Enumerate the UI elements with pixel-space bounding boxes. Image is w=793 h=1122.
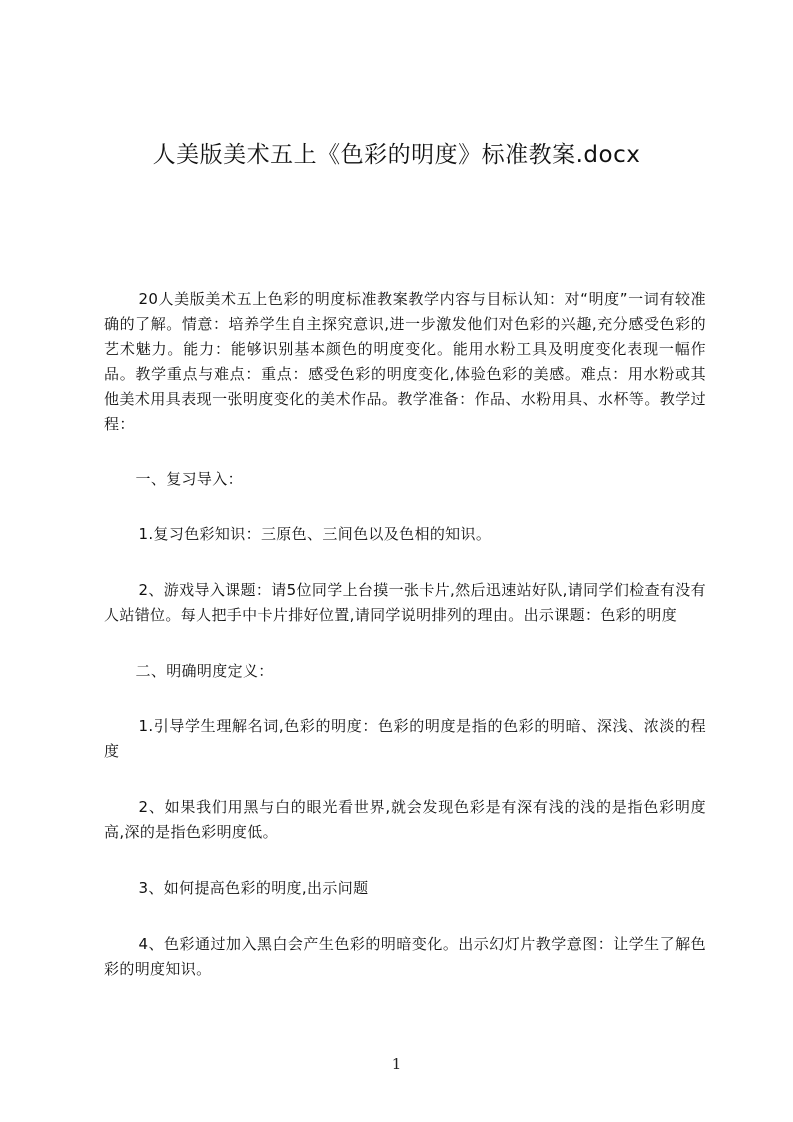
- review-item-2: 2、游戏导入课题：请5位同学上台摸一张卡片,然后迅速站好队,请同学们检查有没有人站错位。每人把手中卡片排好位置,请同学说明排列的理由。出示课题：色彩的明度: [104, 581, 706, 624]
- review-item-1: 1.复习色彩知识：三原色、三间色以及色相的知识。: [138, 525, 492, 543]
- definition-item-4: 4、色彩通过加入黑白会产生色彩的明暗变化。出示幻灯片教学意图：让学生了解色彩的明度知识。: [104, 935, 706, 978]
- intro-paragraph: 20人美版美术五上色彩的明度标准教案教学内容与目标认知：对“明度”一词有较准确的了解。情意：培养学生自主探究意识,进一步激发他们对色彩的兴趣,充分感受色彩的艺术魅力。能力：能够识别基本颜色的明度变化。能用水粉工具及明度变化表现一幅作品。教学重点与难点：重点：感受色彩的明度变化,体验色彩的美感。难点：用水粉或其他美术用具表现一张明度变化的美术作品。教学准备：作品、水粉用具、水杯等。教学过程：: [104, 290, 706, 433]
- section-heading-review: 一、复习导入：: [135, 470, 243, 488]
- document-body: [104, 287, 706, 1013]
- document-title: 人美版美术五上《色彩的明度》标准教案.docx: [152, 142, 641, 168]
- section-heading-definition: 二、明确明度定义：: [135, 662, 274, 680]
- definition-item-1: 1.引导学生理解名词,色彩的明度：色彩的明度是指的色彩的明暗、深浅、浓淡的程度: [104, 717, 706, 760]
- definition-item-2: 2、如果我们用黑与白的眼光看世界,就会发现色彩是有深有浅的浅的是指色彩明度高,深的是指色彩明度低。: [104, 798, 706, 841]
- page-number: 1: [391, 1055, 402, 1073]
- definition-item-3: 3、如何提高色彩的明度,出示问题: [138, 879, 369, 897]
